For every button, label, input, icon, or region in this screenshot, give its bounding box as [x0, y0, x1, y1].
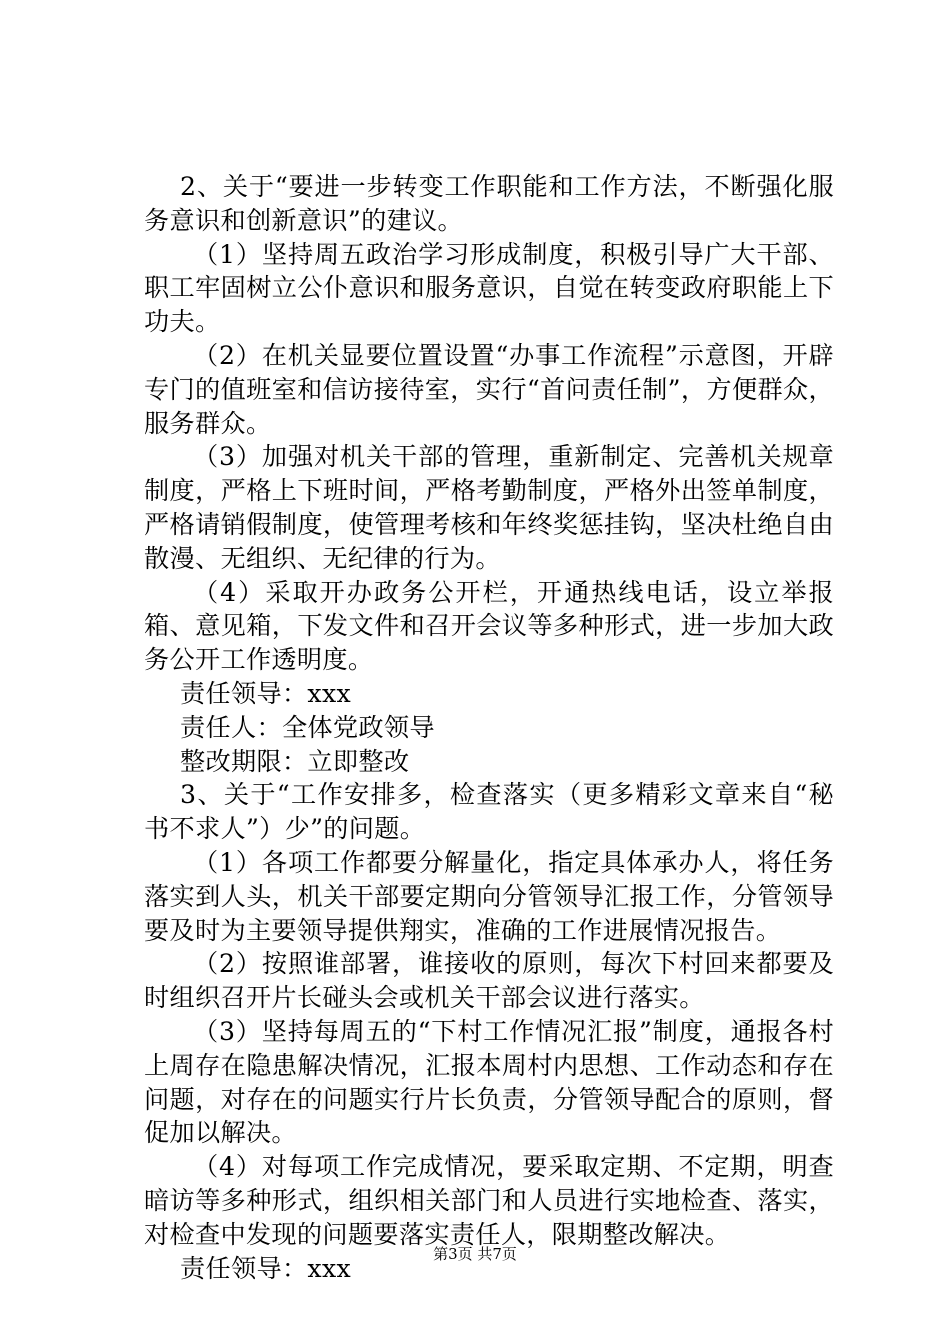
list-item: （2）在机关显要位置设置“办事工作流程”示意图，开辟专门的值班室和信访接待室，实行“首问责任制”，方便群众，服务群众。: [144, 340, 834, 438]
list-item: （1）坚持周五政治学习形成制度，积极引导广大干部、职工牢固树立公仆意识和服务意识，自觉在转变政府职能上下功夫。: [144, 239, 834, 337]
list-item: （4）采取开办政务公开栏，开通热线电话，设立举报箱、意见箱，下发文件和召开会议等多种形式，进一步加大政务公开工作透明度。: [144, 577, 834, 675]
responsible-leader: 责任领导：xxx: [180, 678, 351, 708]
list-item: （4）对每项工作完成情况，要采取定期、不定期，明查暗访等多种形式，组织相关部门和人员进行实地检查、落实，对检查中发现的问题要落实责任人，限期整改解决。: [144, 1152, 834, 1249]
page-number: 第3页 共7页: [433, 1245, 517, 1263]
section-heading-2: 2、关于“要进一步转变工作职能和工作方法，不断强化服务意识和创新意识”的建议。: [144, 172, 834, 235]
rectification-deadline: 整改期限：立即整改: [180, 746, 410, 776]
list-item: （3）坚持每周五的“下村工作情况汇报”制度，通报各村上周存在隐患解决情况，汇报本周村内思想、工作动态和存在问题，对存在的问题实行片长负责，分管领导配合的原则，督促加以解决。: [144, 1016, 834, 1148]
responsible-person: 责任人：全体党政领导: [180, 712, 435, 742]
responsible-leader: 责任领导：xxx: [180, 1253, 351, 1283]
page-footer: [0, 1244, 950, 1264]
document-body: [144, 170, 834, 1285]
list-item: （3）加强对机关干部的管理，重新制定、完善机关规章制度，严格上下班时间，严格考勤制度，严格外出签单制度，严格请销假制度，使管理考核和年终奖惩挂钩，坚决杜绝自由散漫、无组织、无纪律的行为。: [144, 442, 834, 573]
list-item: （1）各项工作都要分解量化，指定具体承办人，将任务落实到人头，机关干部要定期向分管领导汇报工作，分管领导要及时为主要领导提供翔实，准确的工作进展情况报告。: [144, 847, 834, 945]
section-heading-3: 3、关于“工作安排多，检查落实（更多精彩文章来自“秘书不求人”）少”的问题。: [144, 780, 834, 844]
list-item: （2）按照谁部署，谁接收的原则，每次下村回来都要及时组织召开片长碰头会或机关干部会议进行落实。: [144, 949, 834, 1013]
